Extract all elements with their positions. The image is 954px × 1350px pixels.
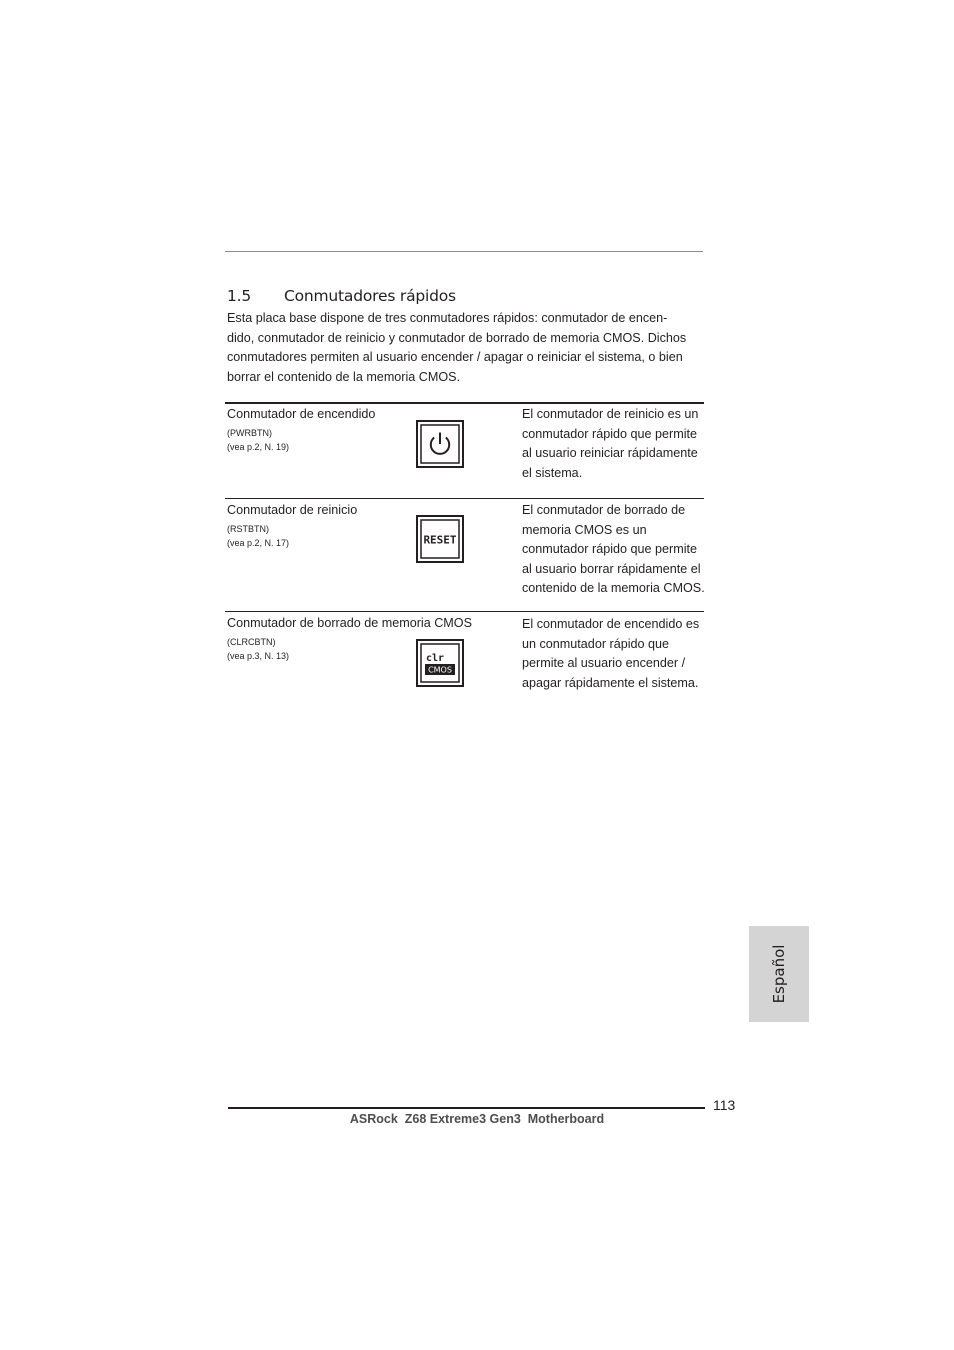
desc-line: el sistema.	[522, 465, 583, 480]
switch-ref: (vea p.2, N. 19)	[227, 442, 290, 452]
footer-title	[0, 1112, 954, 1126]
reset-icon-label: RESET	[423, 533, 457, 547]
switch-name-reset: Conmutador de reinicio	[227, 503, 358, 517]
section-title: Conmutadores rápidos	[284, 287, 456, 305]
switch-name-clear-cmos: Conmutador de borrado de memoria CMOS	[227, 616, 472, 630]
desc-line: El conmutador de borrado de	[522, 503, 686, 517]
switch-desc-power	[522, 405, 712, 483]
switch-info-reset	[227, 522, 289, 550]
switch-info-clear-cmos	[227, 635, 289, 663]
desc-line: contenido de la memoria CMOS.	[522, 581, 705, 595]
row-divider	[225, 611, 704, 612]
desc-line: conmutador rápido que permite	[522, 426, 698, 441]
desc-line: memoria CMOS es un	[522, 522, 647, 537]
language-tab-label: Español	[770, 944, 788, 1004]
switch-ref: (vea p.3, N. 13)	[227, 651, 290, 661]
desc-line: apagar rápidamente el sistema.	[522, 675, 699, 690]
switch-info-power	[227, 426, 289, 454]
intro-line: dido, conmutador de reinicio y conmutador de borrado de memoria CMOS. Dichos	[227, 330, 687, 345]
desc-line: El conmutador de encendido es	[522, 617, 700, 631]
desc-line: un conmutador rápido que	[522, 636, 670, 651]
desc-line: al usuario reiniciar rápidamente	[522, 446, 698, 460]
page-number: 113	[713, 1097, 736, 1113]
intro-line: borrar el contenido de la memoria CMOS.	[227, 369, 461, 384]
footer-title-text: ASRock Z68 Extreme3 Gen3 Motherboard	[349, 1112, 605, 1126]
reset-icon	[416, 515, 464, 563]
intro-line: Esta placa base dispone de tres conmutadores rápidos: conmutador de encen-	[227, 311, 668, 325]
top-divider	[225, 251, 703, 252]
switch-desc-reset	[522, 501, 712, 599]
row-divider	[225, 498, 704, 499]
switch-code: (CLRCBTN)	[227, 637, 276, 647]
desc-line: conmutador rápido que permite	[522, 542, 698, 556]
footer-rule	[228, 1107, 705, 1109]
desc-line: al usuario borrar rápidamente el	[522, 561, 701, 576]
section-number: 1.5	[227, 287, 252, 305]
language-tab	[749, 926, 809, 1022]
clr-label: clr	[426, 653, 445, 664]
intro-line: conmutadores permiten al usuario encender / apagar o reiniciar el sistema, o bien	[227, 350, 683, 365]
clear-cmos-icon	[416, 639, 464, 687]
power-icon	[416, 420, 464, 468]
switch-name-power: Conmutador de encendido	[227, 407, 376, 421]
cmos-label: CMOS	[428, 665, 452, 675]
desc-line: El conmutador de reinicio es un	[522, 407, 699, 421]
section-heading	[227, 287, 456, 305]
table-top-rule	[225, 402, 704, 404]
intro-paragraph	[227, 309, 707, 387]
switch-code: (RSTBTN)	[227, 524, 269, 534]
switch-desc-clear-cmos	[522, 615, 712, 693]
desc-line: permite al usuario encender /	[522, 656, 686, 670]
switch-code: (PWRBTN)	[227, 428, 272, 438]
switch-ref: (vea p.2, N. 17)	[227, 538, 290, 548]
